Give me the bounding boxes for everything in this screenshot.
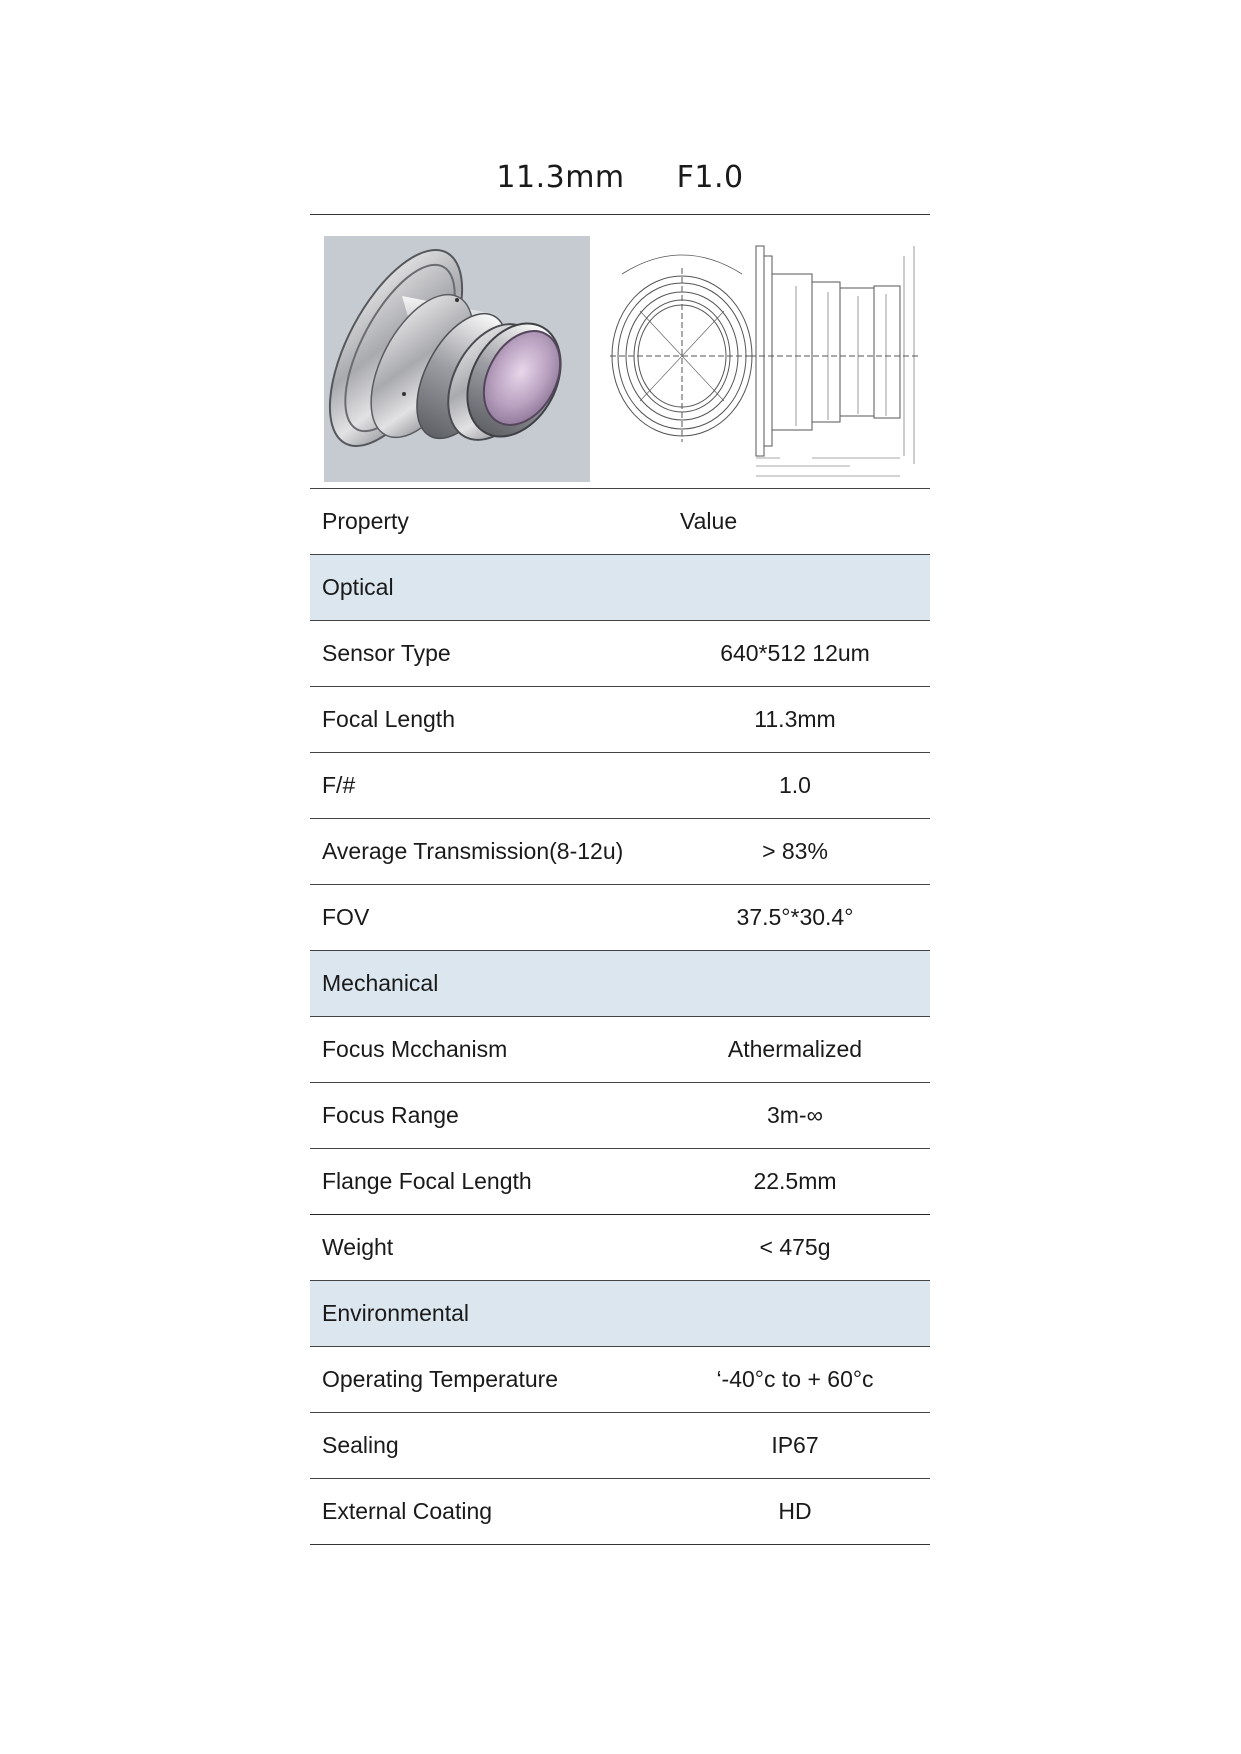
row-value: IP67 (660, 1413, 930, 1479)
table-row (310, 1413, 930, 1479)
row-label: Average Transmission(8-12u) (310, 819, 660, 885)
spec-table (310, 488, 930, 1545)
row-value: 11.3mm (660, 687, 930, 753)
table-row (310, 1149, 930, 1215)
lens-photo (324, 236, 590, 482)
section-label: Mechanical (310, 951, 930, 1017)
row-label: Sensor Type (310, 621, 660, 687)
title-focal: 11.3mm (496, 160, 625, 195)
table-row (310, 885, 930, 951)
section-mechanical (310, 951, 930, 1017)
table-row (310, 687, 930, 753)
row-value: Athermalized (660, 1017, 930, 1083)
row-value: 1.0 (660, 753, 930, 819)
row-label: Operating Temperature (310, 1347, 660, 1413)
row-value: 640*512 12um (660, 621, 930, 687)
row-label: Flange Focal Length (310, 1149, 660, 1215)
title-aperture: F1.0 (676, 160, 744, 195)
table-row (310, 1017, 930, 1083)
table-row (310, 1083, 930, 1149)
row-value: HD (660, 1479, 930, 1545)
table-row (310, 1479, 930, 1545)
section-label: Optical (310, 555, 930, 621)
table-row (310, 1347, 930, 1413)
row-value: > 83% (660, 819, 930, 885)
row-label: Focal Length (310, 687, 660, 753)
table-row (310, 1215, 930, 1281)
row-label: FOV (310, 885, 660, 951)
table-row (310, 819, 930, 885)
section-optical (310, 555, 930, 621)
row-value: 3m-∞ (660, 1083, 930, 1149)
row-label: Focus Range (310, 1083, 660, 1149)
row-value: 37.5°*30.4° (660, 885, 930, 951)
row-label: Sealing (310, 1413, 660, 1479)
section-environmental (310, 1281, 930, 1347)
table-row (310, 753, 930, 819)
page-title (310, 160, 930, 195)
title-divider (310, 214, 930, 215)
row-label: Weight (310, 1215, 660, 1281)
lens-technical-drawing (600, 216, 930, 486)
row-value: < 475g (660, 1215, 930, 1281)
row-value: 22.5mm (660, 1149, 930, 1215)
table-header-row (310, 489, 930, 555)
row-label: F/# (310, 753, 660, 819)
row-label: Focus Mcchanism (310, 1017, 660, 1083)
column-header-property: Property (310, 489, 660, 555)
table-row (310, 621, 930, 687)
row-value: ‘-40°c to + 60°c (660, 1347, 930, 1413)
section-label: Environmental (310, 1281, 930, 1347)
column-header-value: Value (660, 489, 930, 555)
figure-row (310, 216, 930, 488)
row-label: External Coating (310, 1479, 660, 1545)
